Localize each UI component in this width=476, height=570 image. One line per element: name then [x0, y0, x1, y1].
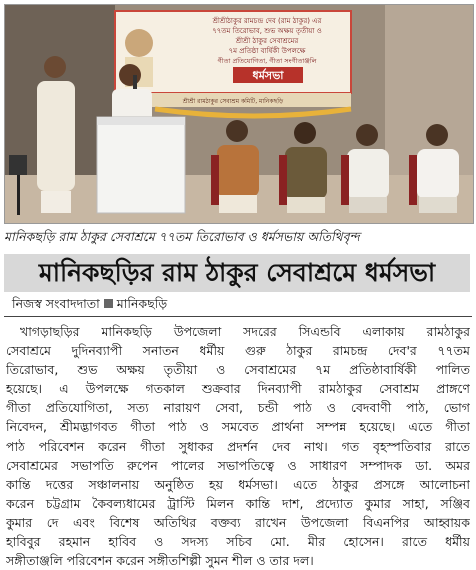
article-line: নিবেদন, শ্রীমদ্ভাগবত গীতা পাঠ ও সমবেত প্রার্থনা সম্পন্ন হয়েছে। এতে গীতা: [6, 419, 470, 435]
event-photo: [4, 4, 474, 224]
headline: মানিকছড়ির রাম ঠাকুর সেবাশ্রমে ধর্মসভা: [4, 254, 470, 292]
reporter: নিজস্ব সংবাদদাতা: [12, 296, 100, 311]
article-line: সেবাশ্রমের সভাপতি রুপেন পালের সভাপতিত্বে ও সাধারণ সম্পাদক ডা. অমর: [6, 457, 470, 473]
article-line: গীতা প্রতিযোগিতা, সত্য নারায়ণ সেবা, চন্ডী পাঠ ও বেদবাণী পাঠ, ভোগ: [6, 400, 470, 416]
podium: [97, 117, 185, 213]
article-line: তিরোভাব, শুভ অক্ষয় তৃতীয়া ও সেবাশ্রমের ৭ম প্রতিষ্ঠাবার্ষিকী পালিত: [6, 362, 470, 378]
article-line: পাঠ পরিবেশন করেন গীতা সুধাকর প্রদর্শন দেব নাথ। গত বৃহস্পতিবার রাতে: [6, 438, 470, 454]
article-body: [6, 322, 470, 570]
banner-title: ধর্মসভা: [252, 69, 284, 82]
divider: [4, 316, 472, 317]
article-line: খাগড়াছড়ির মানিকছড়ি উপজেলা সদরের সিএন্ডবি এলাকায় রামঠাকুর: [20, 324, 470, 339]
article-line: হয়েছে। এ উপলক্ষে গতকাল শুক্রবার দিনব্যাপী রামঠাকুর সেবাশ্রম প্রাঙ্গণে: [6, 381, 470, 397]
banner-line: ৭৭তম তিরোভাব, শুভ অক্ষয় তৃতীয়া ও: [212, 27, 322, 35]
byline: [12, 296, 167, 312]
banner-line: শ্রীশ্রীঠাকুর রামচন্দ্র দেব (রাম ঠাকুর) এর: [212, 17, 322, 25]
article-line: সেবাশ্রমে দুদিনব্যাপী সনাতন ধর্মীয় গুরু ঠাকুর রামচন্দ্র দেব'র ৭৭তম: [6, 343, 470, 359]
article-line: করেন চট্টগ্রাম কৈবল্যধামের ট্রাস্টি মিলন কান্তি দাশ, প্রদ্যোত কুমার সাহা, সঞ্জিব: [6, 495, 470, 511]
photo-caption: মানিকছড়ি রাম ঠাকুর সেবাশ্রমে ৭৭তম তিরোভাব ও ধর্মসভায় অতিথিবৃন্দ: [4, 229, 360, 244]
banner-footer: শ্রীশ্রী রামঠাকুর সেবাশ্রম কমিটি, মানিকছড়ি: [182, 98, 284, 105]
article-line: কান্তি দত্তের সঞ্চালনায় অনুষ্ঠিত হয় ধর্মসভা। এতে ঠাকুর প্রসঙ্গে আলোচনা: [6, 476, 470, 492]
article-line: হাবিবুর রহমান হাবিব ও সদস্য সচিব মো. মীর হোসেন। রাতে ধর্মীয়: [6, 534, 470, 550]
banner-line: ৭ম প্রতিষ্ঠা বার্ষিকী উপলক্ষে: [228, 47, 306, 55]
separator-square-icon: [104, 299, 113, 308]
banner-line: শ্রীশ্রী ঠাকুর সেবাশ্রমের: [235, 37, 299, 45]
dateline-location: মানিকছড়ি: [116, 296, 168, 311]
article-line: কুমার দে এবং বিশেষ অতিথির বক্তব্য রাখেন উপজেলা বিএনপির আহ্বায়ক: [6, 514, 470, 530]
article-line: সঙ্গীতাঞ্জলি পরিবেশন করেন সঙ্গীতশিল্পী সুমন শীল ও তার দল।: [6, 553, 314, 569]
banner-line: গীতা প্রতিযোগিতা, গীতা সংগীতাঞ্জলি: [217, 57, 317, 65]
